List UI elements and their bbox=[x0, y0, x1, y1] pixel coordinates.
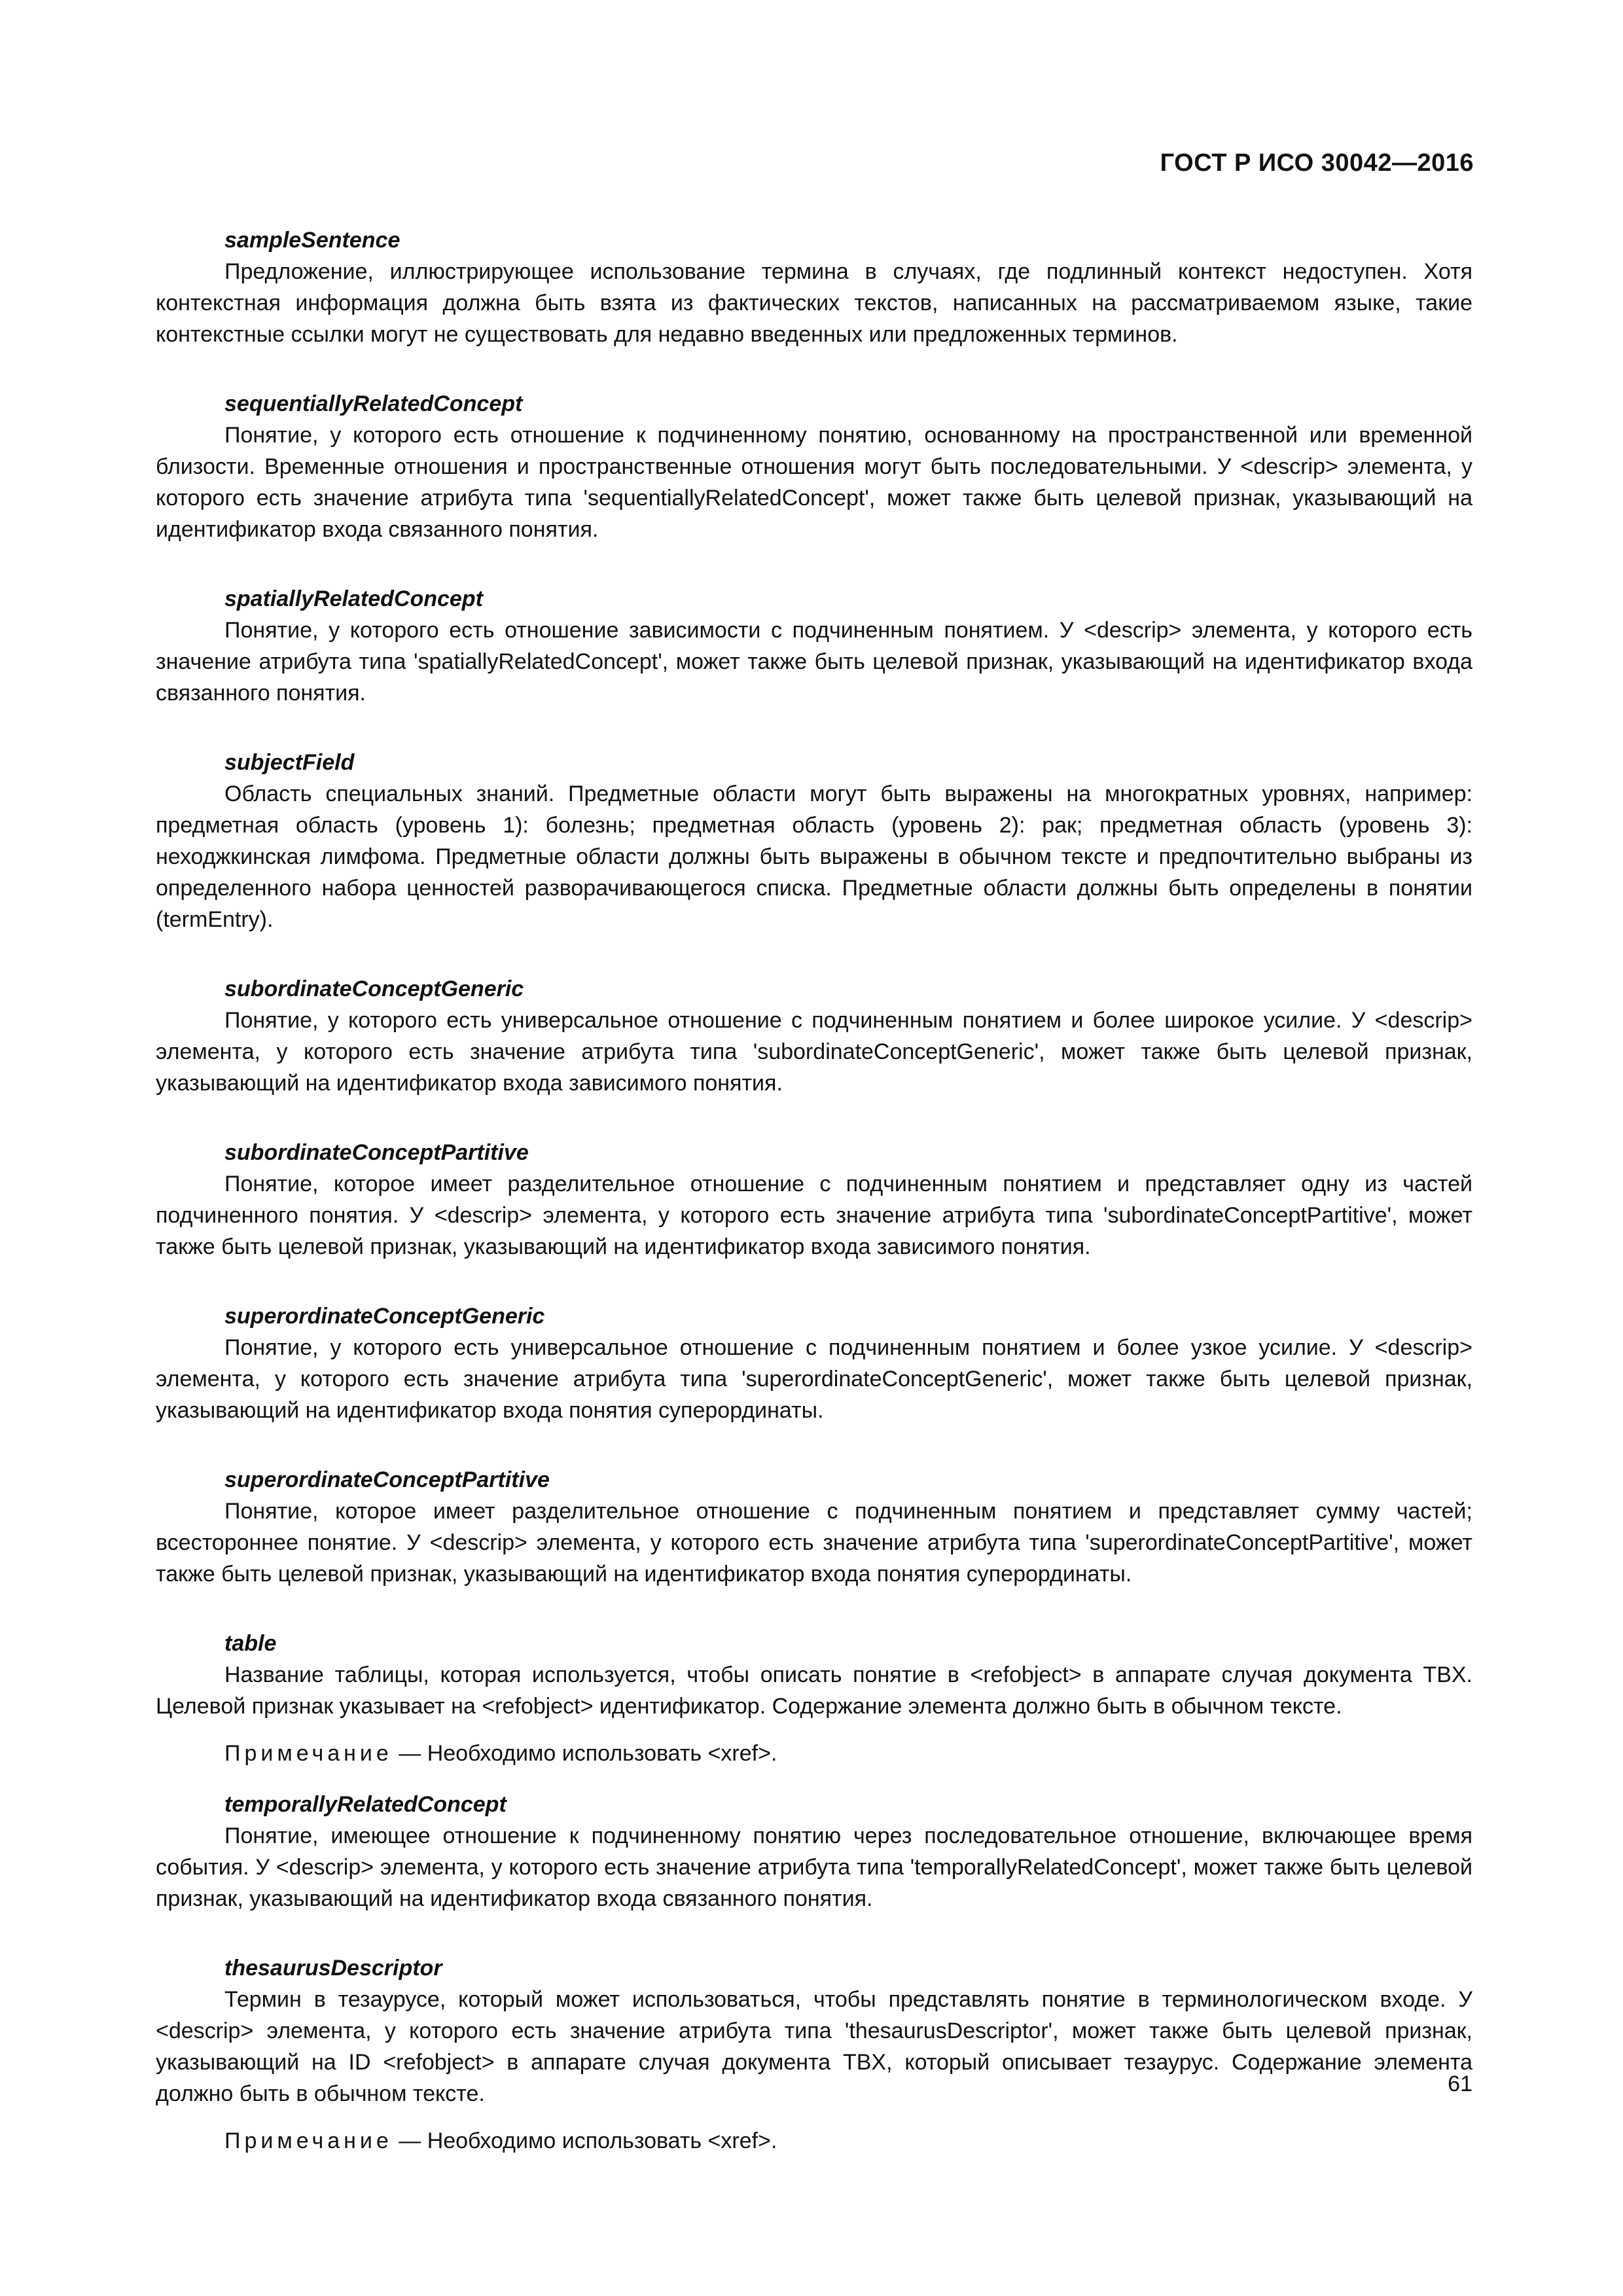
glossary-entry bbox=[156, 583, 1472, 709]
glossary-entry bbox=[156, 1952, 1472, 2157]
note-text: — Необходимо использовать <xref>. bbox=[392, 2128, 777, 2153]
entry-definition: Предложение, иллюстрирующее использование термина в случаях, где подлинный контекст недоступен. Хотя контекстная информация должна быть взята из фактических текстов, написанных на рассматриваемом языке, такие контекстные ссылки могут не существовать для недавно введенных или предложенных терминов. bbox=[156, 259, 1472, 347]
entry-term: thesaurusDescriptor bbox=[224, 1956, 442, 1981]
glossary-entry bbox=[156, 973, 1472, 1099]
entry-term: sampleSentence bbox=[224, 228, 401, 253]
glossary-entry bbox=[156, 1300, 1472, 1426]
glossary-entry bbox=[156, 388, 1472, 545]
entry-term: spatiallyRelatedConcept bbox=[224, 586, 483, 611]
glossary-entry bbox=[156, 1464, 1472, 1590]
entry-term: subordinateConceptGeneric bbox=[224, 977, 524, 1001]
entry-note bbox=[156, 1738, 1472, 1769]
glossary-entry bbox=[156, 224, 1472, 350]
entry-term: temporallyRelatedConcept bbox=[224, 1792, 507, 1817]
glossary-entry bbox=[156, 1789, 1472, 1914]
entry-definition: Понятие, у которого есть универсальное отношение с подчиненным понятием и более узкое усилие. У <descrip> элемента, у которого есть значение атрибута типа 'superordinateConceptGeneric', может также быть целевой признак, указывающий на идентификатор входа понятия суперординаты. bbox=[156, 1335, 1472, 1423]
entry-term: sequentiallyRelatedConcept bbox=[224, 391, 523, 416]
entry-term: superordinateConceptGeneric bbox=[224, 1304, 545, 1329]
entry-term: superordinateConceptPartitive bbox=[224, 1467, 550, 1492]
entry-definition: Понятие, у которого есть универсальное отношение с подчиненным понятием и более широкое усилие. У <descrip> элемента, у которого есть значение атрибута типа 'subordinateConceptGeneric', может также быть целевой признак, указывающий на идентификатор входа зависимого понятия. bbox=[156, 1008, 1472, 1096]
glossary-entry bbox=[156, 1628, 1472, 1769]
entry-definition: Понятие, у которого есть отношение зависимости с подчиненным понятием. У <descrip> элемента, у которого есть значение атрибута типа 'spatiallyRelatedConcept', может также быть целевой признак, указывающий на идентификатор входа связанного понятия. bbox=[156, 618, 1472, 706]
document-header: ГОСТ Р ИСО 30042—2016 bbox=[1160, 149, 1474, 177]
entry-term: subjectField bbox=[224, 750, 355, 775]
note-label: Примечание bbox=[224, 1741, 393, 1766]
glossary-entry bbox=[156, 747, 1472, 935]
entry-note bbox=[156, 2125, 1472, 2157]
entry-definition: Термин в тезаурусе, который может использоваться, чтобы представлять понятие в терминологическом входе. У <descrip> элемента, у которого есть значение атрибута типа 'thesaurusDescriptor', может также быть целевой признак, указывающий на ID <refobject> в аппарате случая документа TBX, который описывает тезаурус. Содержание элемента должно быть в обычном тексте. bbox=[156, 1987, 1472, 2106]
note-text: — Необходимо использовать <xref>. bbox=[392, 1741, 777, 1766]
entry-definition: Понятие, которое имеет разделительное отношение с подчиненным понятием и представляет одну из частей подчиненного понятия. У <descrip> элемента, у которого есть значение атрибута типа 'subordinateConceptPartitive', может также быть целевой признак, указывающий на идентификатор входа зависимого понятия. bbox=[156, 1172, 1472, 1259]
document-body bbox=[156, 224, 1472, 2176]
entry-definition: Понятие, которое имеет разделительное отношение с подчиненным понятием и представляет сумму частей; всестороннее понятие. У <descrip> элемента, у которого есть значение атрибута типа 'superordinateConceptPartitive', может также быть целевой признак, указывающий на идентификатор входа понятия суперординаты. bbox=[156, 1499, 1472, 1587]
entry-definition: Название таблицы, которая используется, чтобы описать понятие в <refobject> в аппарате случая документа TBX. Целевой признак указывает на <refobject> идентификатор. Содержание элемента должно быть в обычном тексте. bbox=[156, 1662, 1472, 1719]
glossary-entry bbox=[156, 1137, 1472, 1263]
entry-term: table bbox=[224, 1631, 277, 1656]
note-label: Примечание bbox=[224, 2128, 393, 2153]
entry-definition: Область специальных знаний. Предметные области могут быть выражены на многократных уровнях, например: предметная область (уровень 1): болезнь; предметная область (уровень 2): рак; предметная область (уровень 3): неходжкинская лимфома. Предметные области должны быть выражены в обычном тексте и предпочтительно выбраны из определенного набора ценностей разворачивающегося списка. Предметные области должны быть определены в понятии (termEntry). bbox=[156, 781, 1472, 932]
page-number: 61 bbox=[1448, 2072, 1472, 2096]
entry-definition: Понятие, у которого есть отношение к подчиненному понятию, основанному на пространственной или временной близости. Временные отношения и пространственные отношения могут быть последовательными. У <descrip> элемента, у которого есть значение атрибута типа 'sequentiallyRelatedConcept', может также быть целевой признак, указывающий на идентификатор входа связанного понятия. bbox=[156, 423, 1472, 542]
entry-definition: Понятие, имеющее отношение к подчиненному понятию через последовательное отношение, включающее время события. У <descrip> элемента, у которого есть значение атрибута типа 'temporallyRelatedConcept', может также быть целевой признак, указывающий на идентификатор входа связанного понятия. bbox=[156, 1823, 1472, 1911]
entry-term: subordinateConceptPartitive bbox=[224, 1140, 529, 1165]
